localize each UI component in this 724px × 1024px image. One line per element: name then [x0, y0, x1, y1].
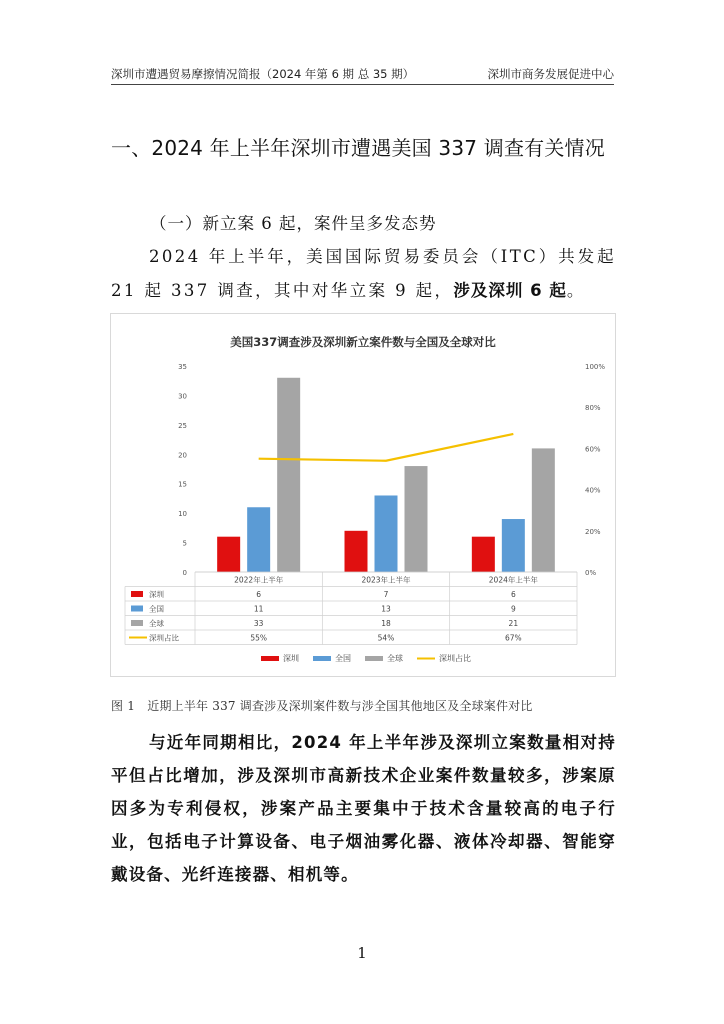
table-value: 33	[253, 619, 264, 628]
legend-label: 全球	[387, 654, 403, 663]
bar-全国	[375, 495, 398, 572]
section-heading: 一、2024 年上半年深圳市遭遇美国 337 调查有关情况	[111, 136, 605, 160]
y-left-tick-label: 15	[178, 480, 187, 489]
y-right-tick-label: 0%	[585, 569, 597, 577]
paragraph-analysis: 与近年同期相比，2024 年上半年涉及深圳立案数量相对持平但占比增加，涉及深圳市高新技术企业案件数量较多，涉案原因多为专利侵权，涉案产品主要集中于技术含量较高的电子行业，包括电子计算设备、电子烟油雾化器、液体冷却器、智能穿戴设备、光纤连接器、相机等。	[111, 733, 616, 884]
y-right-tick-label: 80%	[585, 404, 601, 413]
chart-title: 美国337调查涉及深圳新立案件数与全国及全球对比	[230, 335, 496, 349]
y-left-tick-label: 0	[182, 569, 187, 577]
table-category-label: 2022年上半年	[234, 575, 284, 585]
table-legend-key	[131, 606, 143, 612]
paragraph-intro	[111, 240, 616, 308]
table-value: 11	[253, 604, 264, 614]
table-value: 18	[381, 619, 391, 628]
table-legend-key	[131, 620, 143, 626]
table-series-name: 全国	[149, 604, 164, 614]
bar-深圳	[345, 531, 368, 572]
subsection-heading: （一）新立案 6 起，案件呈多发态势	[150, 214, 437, 233]
header-rule	[111, 84, 614, 85]
table-category-label: 2023年上半年	[361, 575, 411, 585]
y-left-tick-label: 25	[178, 421, 187, 430]
y-right-tick-label: 20%	[585, 527, 601, 536]
figure-caption: 图 1 近期上半年 337 调查涉及深圳案件数与涉全国其他地区及全球案件对比	[111, 699, 533, 713]
bar-深圳	[472, 537, 495, 572]
bar-深圳	[217, 537, 240, 572]
table-value: 6	[256, 590, 262, 599]
table-value: 7	[383, 590, 389, 599]
table-series-name: 深圳占比	[149, 633, 179, 643]
table-value: 21	[508, 619, 519, 628]
y-left-tick-label: 20	[178, 451, 187, 460]
y-left-tick-label: 10	[178, 510, 187, 519]
bar-全球	[405, 466, 428, 572]
paragraph-intro-end: 。	[566, 281, 586, 300]
page-number: 1	[357, 944, 367, 962]
chart-container	[110, 313, 616, 677]
table-value: 67%	[504, 633, 522, 643]
y-left-tick-label: 30	[178, 392, 187, 401]
y-left-tick-label: 5	[182, 539, 187, 548]
y-left-tick-label: 35	[178, 363, 187, 371]
table-series-name: 全球	[149, 619, 164, 628]
header-right-text: 深圳市商务发展促进中心	[487, 67, 614, 81]
legend-key-全国	[313, 656, 331, 661]
chart-svg	[111, 314, 615, 676]
bar-全球	[532, 448, 555, 572]
table-category-label: 2024年上半年	[488, 575, 538, 585]
legend-label: 全国	[335, 654, 351, 663]
legend-key-全球	[365, 656, 383, 661]
table-value: 55%	[250, 633, 268, 643]
table-value: 6	[510, 590, 516, 599]
table-legend-key	[131, 591, 143, 597]
paragraph-intro-text: 2024 年上半年，美国国际贸易委员会（ITC）共发起 21 起 337 调查，其中对华立案 9 起，	[111, 247, 616, 300]
bar-全国	[502, 519, 525, 572]
page-header	[111, 66, 614, 84]
table-value: 13	[381, 604, 391, 614]
table-value: 54%	[377, 633, 395, 643]
legend-label: 深圳	[283, 654, 299, 663]
bar-全球	[277, 378, 300, 572]
bar-全国	[247, 507, 270, 572]
y-right-tick-label: 100%	[585, 363, 606, 371]
y-right-tick-label: 40%	[585, 486, 601, 495]
paragraph-intro-bold: 涉及深圳 6 起	[453, 281, 567, 300]
legend-key-深圳	[261, 656, 279, 661]
table-series-name: 深圳	[149, 590, 164, 599]
table-value: 9	[510, 604, 516, 614]
y-right-tick-label: 60%	[585, 445, 601, 454]
header-left-text: 深圳市遭遇贸易摩擦情况简报（2024 年第 6 期 总 35 期）	[111, 67, 415, 81]
legend-label: 深圳占比	[439, 654, 471, 663]
